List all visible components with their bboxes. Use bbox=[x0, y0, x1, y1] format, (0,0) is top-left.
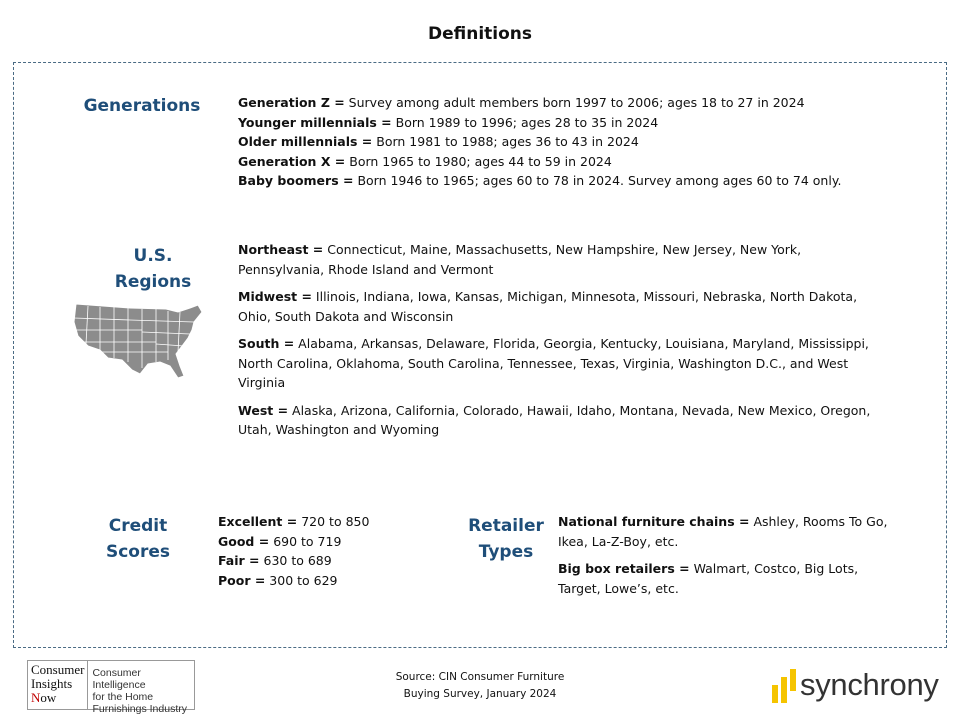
west-definition: West = Alaska, Arizona, California, Colorado, Hawaii, Idaho, Montana, Nevada, New Mexico, Oregon, Utah, Washington and Wyoming bbox=[238, 402, 871, 437]
older-millennials-row: Older millennials = Born 1981 to 1988; ages 36 to 43 in 2024 bbox=[238, 134, 639, 149]
page-title: Definitions bbox=[427, 24, 533, 44]
credit-scores-heading bbox=[90, 513, 186, 565]
big-box-retailers-definition: Big box retailers = Walmart, Costco, Big Lots, Target, Lowe’s, etc. bbox=[558, 561, 859, 596]
regions-definitions bbox=[238, 240, 888, 448]
credit-good-row: Good = 690 to 719 bbox=[218, 533, 342, 549]
synchrony-bars-icon bbox=[770, 665, 800, 709]
cin-logo bbox=[27, 660, 195, 715]
cin-logo-tagline: Consumer Intelligence for the Home Furnishings Industry bbox=[92, 667, 187, 715]
credit-poor-row: Poor = 300 to 629 bbox=[218, 572, 338, 588]
credit-heading-line2: Scores bbox=[105, 542, 171, 562]
south-definition: South = Alabama, Arkansas, Delaware, Florida, Georgia, Kentucky, Louisiana, Maryland, Mississippi, North Carolina, Oklahoma, South Carolina, Tennessee, Texas, Virginia, Washington D.C., and West Virginia bbox=[238, 336, 869, 390]
retailer-heading-line2: Types bbox=[478, 542, 534, 562]
synchrony-logo bbox=[770, 665, 948, 709]
credit-heading-line1: Credit bbox=[108, 516, 168, 536]
regions-heading-line2: Regions bbox=[114, 272, 192, 292]
regions-heading-line1: U.S. bbox=[133, 246, 173, 266]
generation-z-row: Generation Z = Survey among adult members born 1997 to 2006; ages 18 to 27 in 2024 bbox=[238, 95, 805, 110]
source-note: Source: CIN Consumer Furniture Buying Survey, January 2024 bbox=[395, 671, 565, 700]
generation-x-row: Generation X = Born 1965 to 1980; ages 44 to 59 in 2024 bbox=[238, 153, 612, 169]
credit-definitions bbox=[218, 512, 418, 590]
credit-excellent-row: Excellent = 720 to 850 bbox=[218, 514, 370, 529]
northeast-definition: Northeast = Connecticut, Maine, Massachusetts, New Hampshire, New Jersey, New York, Pennsylvania, Rhode Island and Vermont bbox=[238, 242, 802, 277]
baby-boomers-row: Baby boomers = Born 1946 to 1965; ages 60 to 78 in 2024. Survey among ages 60 to 74 only. bbox=[238, 173, 842, 188]
retailer-types-heading bbox=[458, 513, 554, 565]
us-map-icon bbox=[70, 300, 204, 380]
synchrony-wordmark: synchrony bbox=[800, 667, 939, 702]
younger-millennials-row: Younger millennials = Born 1989 to 1996; ages 28 to 35 in 2024 bbox=[238, 114, 659, 130]
regions-heading bbox=[98, 243, 208, 295]
midwest-definition: Midwest = Illinois, Indiana, Iowa, Kansas, Michigan, Minnesota, Missouri, Nebraska, North Dakota, Ohio, South Dakota and Wisconsin bbox=[238, 289, 858, 324]
cin-logo-wordmark: Consumer Insights Now bbox=[28, 661, 88, 709]
retailer-definitions bbox=[558, 512, 898, 606]
retailer-heading-line1: Retailer bbox=[468, 516, 544, 536]
generations-heading: Generations bbox=[83, 96, 201, 116]
credit-fair-row: Fair = 630 to 689 bbox=[218, 553, 332, 568]
national-furniture-chains-definition: National furniture chains = Ashley, Rooms To Go, Ikea, La-Z-Boy, etc. bbox=[558, 514, 888, 549]
generations-definitions bbox=[238, 93, 878, 191]
